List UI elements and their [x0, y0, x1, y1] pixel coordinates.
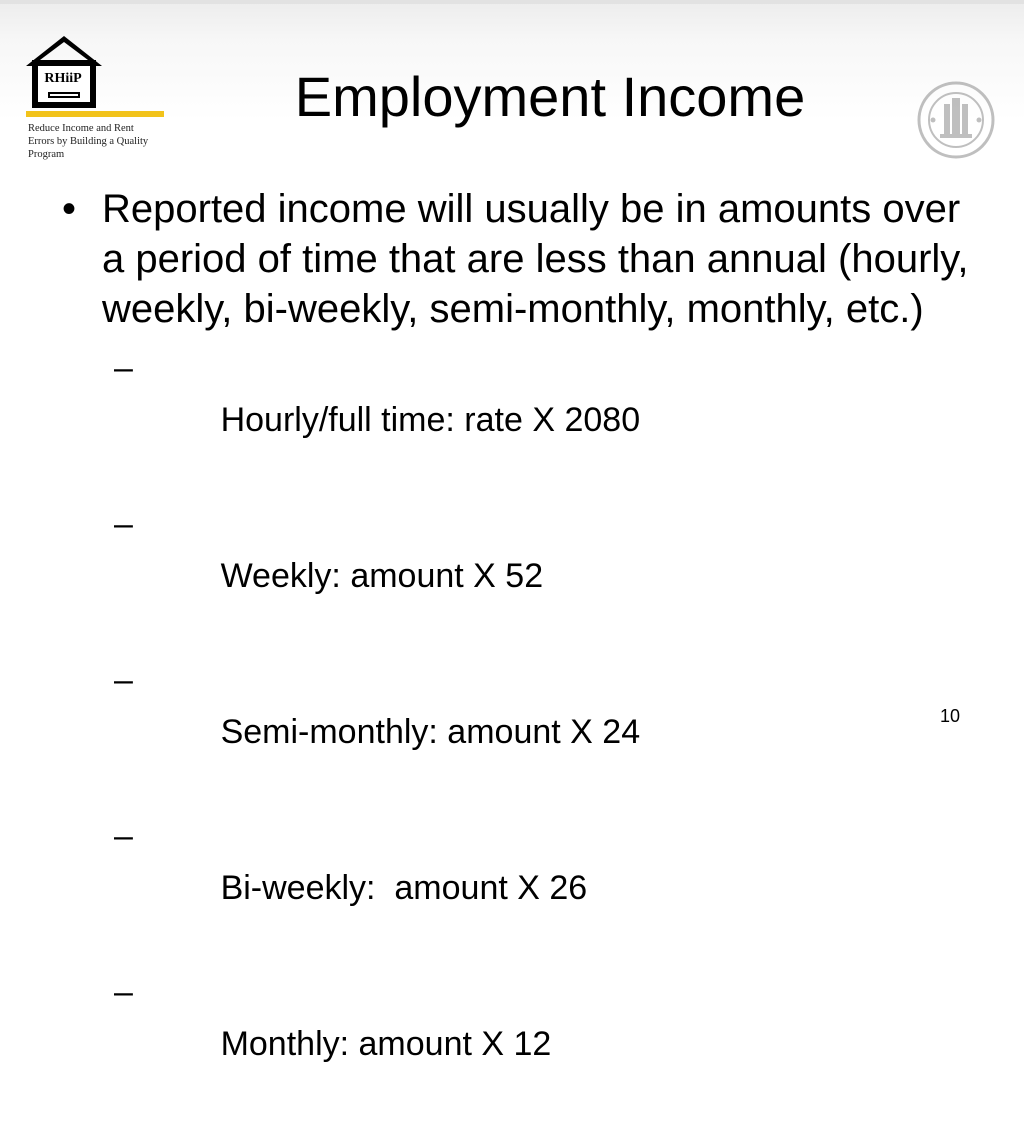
- sub-bullet-item: [62, 810, 982, 966]
- logo-tagline-line: Errors by Building a Quality: [28, 136, 149, 147]
- slide-number: 10: [939, 706, 961, 726]
- hud-seal-icon: [916, 80, 996, 160]
- logo-tagline: [28, 122, 178, 161]
- logo-tagline-line: Reduce Income and Rent: [28, 123, 134, 134]
- logo-wordmark: RHiiP: [44, 71, 82, 86]
- sub-bullet-marker: –: [114, 661, 133, 699]
- sub-bullet-marker: –: [114, 817, 133, 855]
- sub-bullet-marker: –: [114, 973, 133, 1011]
- sub-bullet-item: [62, 966, 982, 1122]
- sub-bullet-item: [62, 498, 982, 654]
- sub-bullet-text: Semi-monthly: amount X 24: [220, 713, 641, 751]
- bullet-text: Reported income will usually be in amounts over a period of time that are less than annual (hourly, weekly, bi-weekly, semi-monthly, monthly, etc.): [102, 187, 969, 331]
- sub-bullet-marker: –: [114, 505, 133, 543]
- sub-bullet-list: [62, 342, 982, 1122]
- top-rule: [0, 0, 1024, 4]
- logo-tagline-line: Program: [28, 149, 65, 160]
- sub-bullet-text: Hourly/full time: rate X 2080: [220, 401, 641, 439]
- bullet-marker: •: [62, 187, 77, 231]
- bullet-item: [62, 184, 982, 334]
- sub-bullet-item: [62, 654, 982, 810]
- rhiip-logo: [24, 34, 174, 164]
- sub-bullet-text: Bi-weekly: amount X 26: [220, 869, 588, 907]
- sub-bullet-text: Weekly: amount X 52: [220, 557, 544, 595]
- sub-bullet-marker: –: [114, 349, 133, 387]
- logo-accent-bar: [26, 111, 164, 117]
- sub-bullet-item: [62, 342, 982, 498]
- sub-bullet-text: Monthly: amount X 12: [220, 1025, 552, 1063]
- slide-title: Employment Income: [294, 65, 806, 128]
- slide-body: [62, 184, 982, 1122]
